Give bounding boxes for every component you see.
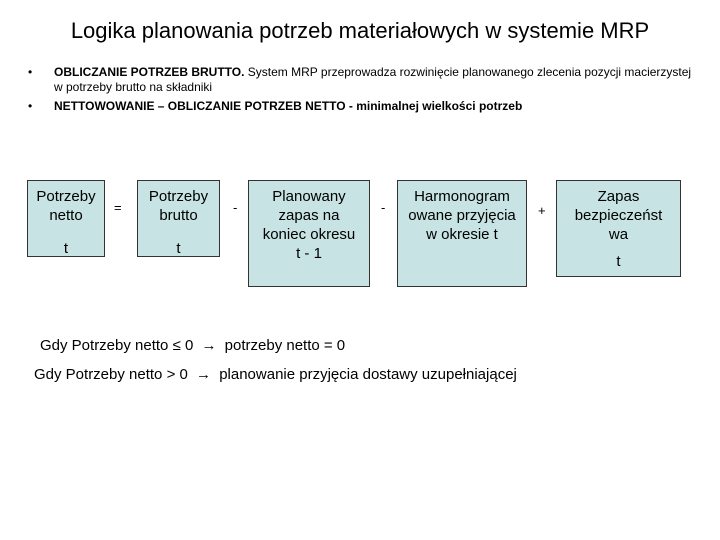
arrow-right-icon: → (201, 337, 217, 354)
box-label: Planowany zapas na koniec okresu t - 1 (262, 188, 356, 262)
rule-result: potrzeby netto = 0 (224, 337, 346, 354)
operator-equals: = (114, 200, 122, 215)
box-net-requirements (27, 180, 105, 257)
rule-condition: Gdy Potrzeby netto > 0 (34, 366, 188, 383)
box-label: Harmonogram owane przyjęcia w okresie t (408, 188, 516, 243)
bullet-text: System MRP przeprowadza rozwinięcie planowanego zlecenia pozycji macierzystej w potrzeby brutto na składniki (54, 65, 692, 94)
arrow-right-icon: → (196, 366, 212, 383)
bullet-lead: OBLICZANIE POTRZEB BRUTTO. (54, 65, 245, 79)
box-label: Zapas bezpieczeńst wa (574, 188, 663, 243)
bullet-list (28, 65, 698, 118)
operator-plus: + (538, 203, 546, 218)
box-gross-requirements (137, 180, 220, 257)
box-period: t (63, 240, 69, 257)
operator-minus: - (233, 200, 238, 215)
bullet-lead: NETTOWOWANIE – OBLICZANIE POTRZEB NETTO - minimalnej wielkości potrzeb (54, 99, 523, 113)
box-safety-stock (556, 180, 681, 277)
rule-net-non-positive (40, 337, 345, 354)
box-scheduled-receipts (397, 180, 527, 287)
bullet-item-netting (28, 99, 698, 114)
bullet-marker: • (28, 65, 33, 79)
box-period: t (176, 240, 181, 257)
rule-result: planowanie przyjęcia dostawy uzupełniającej (219, 366, 517, 383)
box-label: Potrzeby brutto (148, 188, 209, 224)
bullet-marker: • (28, 99, 33, 113)
slide-title: Logika planowania potrzeb materiałowych w systemie MRP (70, 18, 650, 43)
rule-condition: Gdy Potrzeby netto ≤ 0 (40, 337, 194, 354)
rule-net-positive (34, 366, 517, 383)
box-period: t (616, 253, 621, 270)
box-label: Potrzeby netto (36, 188, 96, 224)
bullet-item-gross-requirements (28, 65, 698, 95)
box-planned-stock (248, 180, 370, 287)
operator-minus: - (381, 200, 386, 215)
